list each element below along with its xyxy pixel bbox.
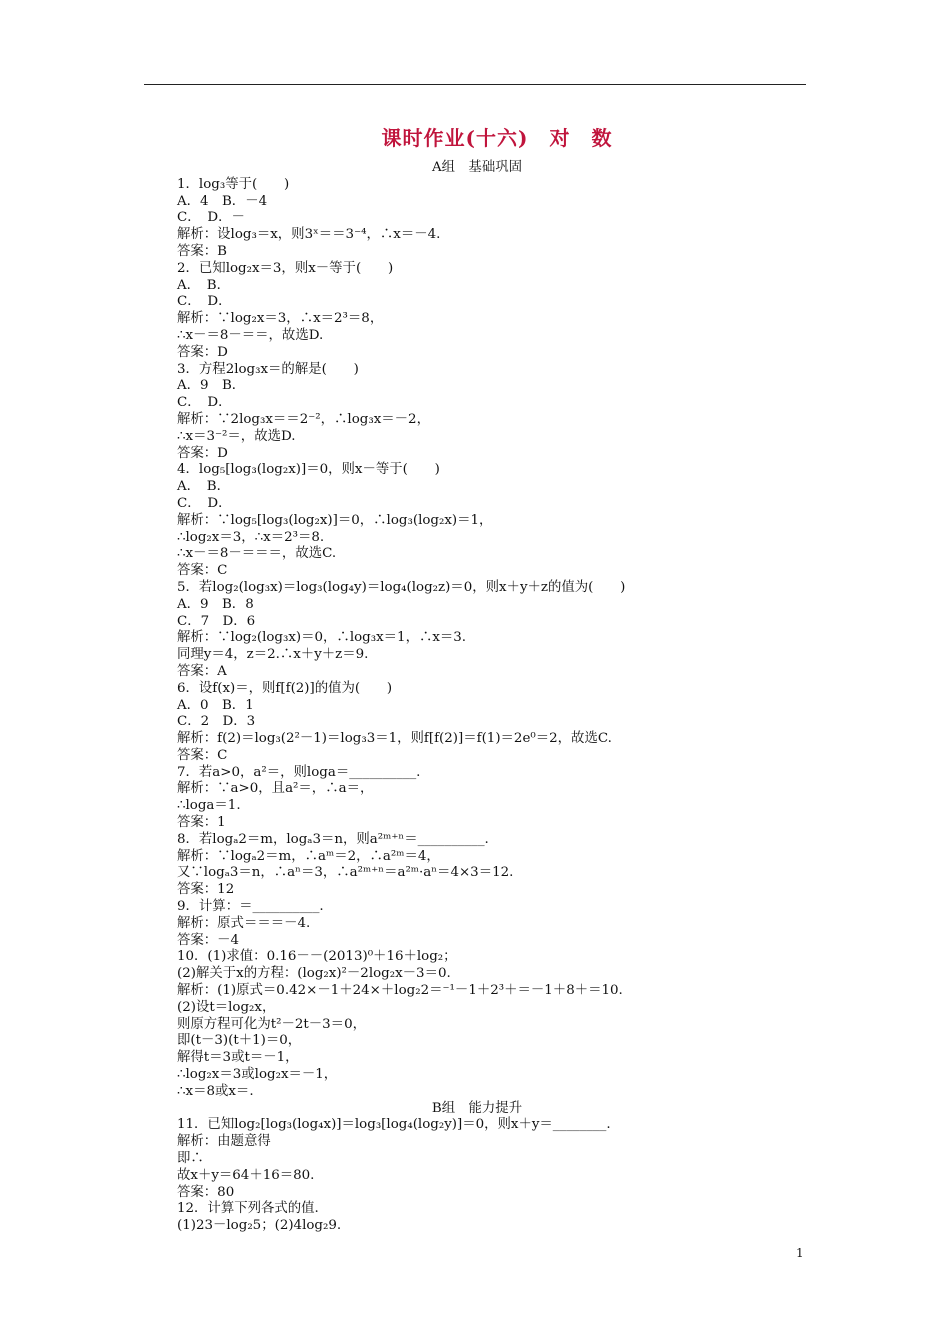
text-line: 8．若logₐ2＝m，logₐ3＝n，则a²ᵐ⁺ⁿ＝__________.: [177, 831, 489, 847]
text-line: 同理y＝4，z＝2.∴x＋y＋z＝9.: [177, 647, 369, 663]
text-line: 1．log₃等于( ): [177, 176, 290, 192]
text-line: 解析：原式＝＝＝－4.: [177, 915, 311, 931]
text-line: 4．log₅[log₃(log₂x)]＝0，则x－等于( ): [177, 462, 440, 478]
text-line: 答案：－4: [177, 932, 240, 948]
text-line: C． D．: [177, 495, 232, 511]
text-line: 解析：(1)原式＝0.42×－1＋24×＋log₂2＝⁻¹－1＋2³＋＝－1＋8＋＝10.: [177, 983, 623, 999]
page-title: 课时作业(十六) 对 数: [381, 126, 613, 150]
text-line: 答案：C: [177, 747, 228, 763]
text-line: (2)设t＝log₂x，: [177, 999, 276, 1015]
text-line: 11．已知log₂[log₃(log₄x)]＝log₃[log₄(log₂y)]＝0，则x＋y＝________.: [177, 1117, 611, 1133]
text-line: 解析：∵2log₃x＝＝2⁻²，∴log₃x＝－2，: [177, 411, 430, 427]
text-line: (1)23－log₂5；(2)4log₂9.: [177, 1218, 342, 1234]
text-line: 即(t－3)(t＋1)＝0，: [177, 1033, 302, 1049]
text-line: 解析：设log₃＝x，则3ˣ＝＝3⁻⁴，∴x＝－4.: [177, 227, 441, 243]
text-line: ∴x－＝8－＝＝，故选D.: [177, 327, 324, 343]
section-heading: B组 能力提升: [431, 1100, 523, 1116]
text-line: C． D．－: [177, 210, 245, 226]
text-line: 答案：A: [177, 663, 227, 679]
text-line: 12．计算下列各式的值.: [177, 1201, 319, 1217]
text-line: A．9 B．8: [177, 596, 254, 612]
text-line: 解析：f(2)＝log₃(2²－1)＝log₃3＝1，则f[f(2)]＝f(1)＝2e⁰＝2，故选C.: [177, 731, 612, 747]
text-line: 解析：∵log₅[log₃(log₂x)]＝0，∴log₃(log₂x)＝1，: [177, 512, 493, 528]
section-heading: A组 基础巩固: [431, 160, 522, 175]
text-line: ∴log₂x＝3或log₂x＝－1，: [177, 1067, 338, 1083]
text-line: ∴loga＝1.: [177, 798, 241, 814]
text-line: 9．计算：＝__________.: [177, 899, 324, 915]
text-line: 解得t＝3或t＝－1，: [177, 1050, 299, 1066]
text-line: 6．设f(x)＝，则f[f(2)]的值为( ): [177, 680, 393, 696]
text-line: ∴x＝3⁻²＝，故选D.: [177, 428, 296, 444]
text-line: 答案：12: [177, 882, 235, 898]
text-line: 解析：∵log₂(log₃x)＝0，∴log₃x＝1，∴x＝3.: [177, 630, 467, 646]
header-rule: [144, 84, 806, 85]
text-line: 解析：由题意得: [177, 1134, 271, 1150]
text-line: 7．若a>0，a²＝，则loga＝__________.: [177, 764, 421, 780]
text-line: ∴x＝8或x＝.: [177, 1083, 254, 1099]
text-line: A．4 B．－4: [177, 193, 268, 209]
text-line: 答案：B: [177, 243, 228, 259]
text-line: 答案：C: [177, 563, 228, 579]
text-line: 3．方程2log₃x＝的解是( ): [177, 361, 359, 377]
text-line: 答案：1: [177, 815, 226, 831]
text-line: 故x＋y＝64＋16＝80.: [177, 1167, 315, 1183]
text-line: 答案：D: [177, 445, 228, 461]
text-line: A． B．: [177, 277, 230, 293]
text-line: ∴log₂x＝3，∴x＝2³＝8.: [177, 529, 325, 545]
text-line: C． D．: [177, 294, 232, 310]
text-line: 10．(1)求值：0.16－－(2013)⁰＋16＋log₂；: [177, 949, 457, 965]
text-line: 答案：80: [177, 1184, 235, 1200]
document-body: [177, 160, 817, 1235]
text-line: ∴x－＝8－＝＝＝，故选C.: [177, 546, 337, 562]
text-line: A．9 B．: [177, 378, 246, 394]
page-number: 1: [796, 1246, 804, 1260]
text-line: 即∴: [177, 1151, 204, 1167]
text-line: 解析：∵a>0，且a²＝，∴a＝，: [177, 781, 374, 797]
text-line: 5．若log₂(log₃x)＝log₃(log₄y)＝log₄(log₂z)＝0，则x＋y＋z的值为( ): [177, 579, 626, 595]
text-line: 解析：∵log₂x＝3，∴x＝2³＝8，: [177, 311, 384, 327]
text-line: A． B．: [177, 479, 230, 495]
text-line: C． D．: [177, 395, 232, 411]
text-line: (2)解关于x的方程：(log₂x)²－2log₂x－3＝0.: [177, 966, 451, 982]
text-line: C．7 D．6: [177, 613, 256, 629]
text-line: 答案：D: [177, 344, 228, 360]
text-line: 则原方程可化为t²－2t－3＝0，: [177, 1016, 366, 1032]
text-line: 2．已知log₂x＝3，则x－等于( ): [177, 260, 394, 276]
text-line: 又∵logₐ3＝n，∴aⁿ＝3，∴a²ᵐ⁺ⁿ＝a²ᵐ·aⁿ＝4×3＝12.: [177, 865, 514, 881]
text-line: A．0 B．1: [177, 697, 254, 713]
text-line: C．2 D．3: [177, 714, 256, 730]
text-line: 解析：∵logₐ2＝m，∴aᵐ＝2，∴a²ᵐ＝4，: [177, 848, 440, 864]
